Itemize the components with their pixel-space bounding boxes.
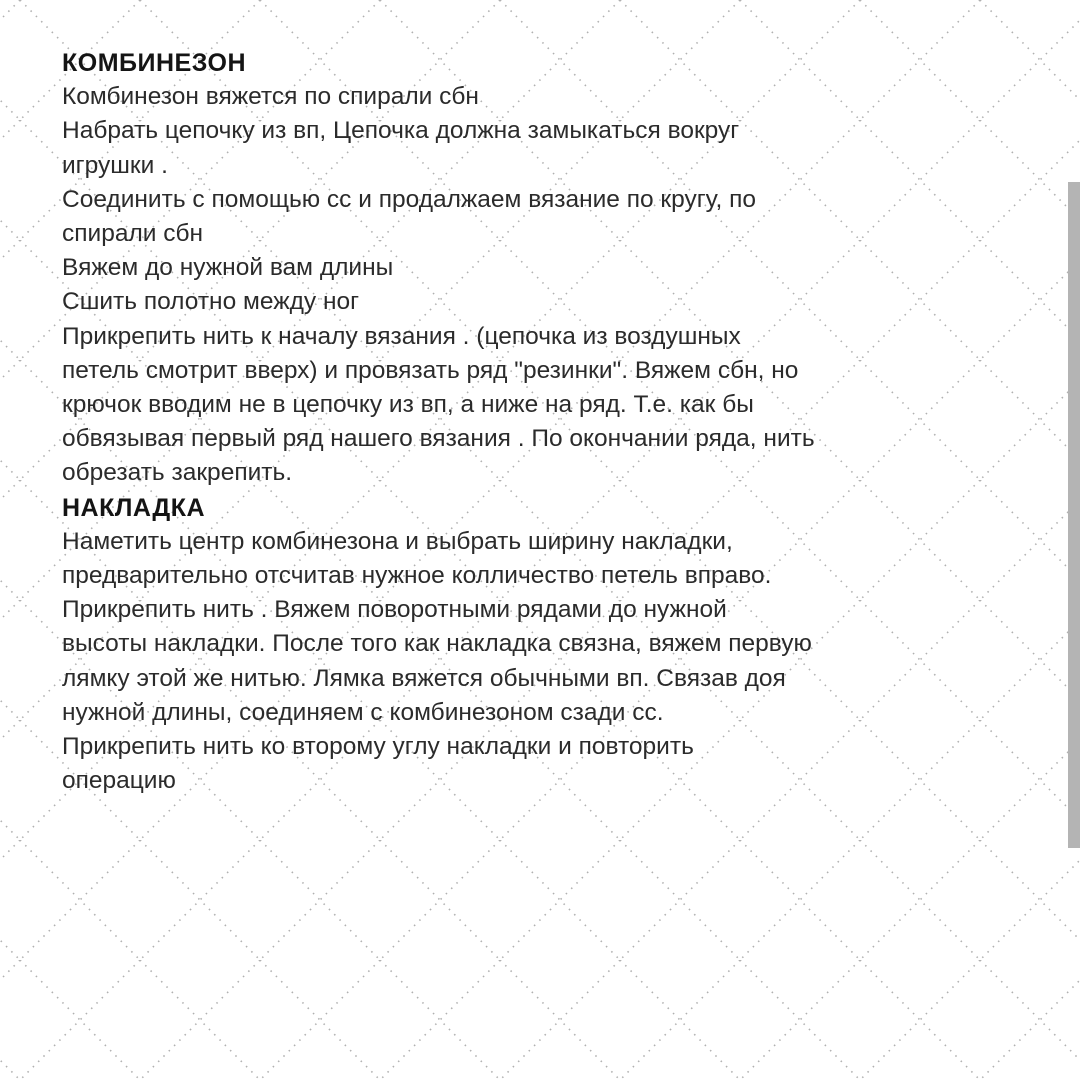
text-line: игрушки . (62, 151, 168, 179)
text-line: Прикрепить нить . Вяжем поворотными рядами до нужной (62, 596, 727, 624)
text-line: нужной длины, соединяем с комбинезоном сзади сс. (62, 698, 664, 726)
text-line: Набрать цепочку из вп, Цепочка должна замыкаться вокруг (62, 117, 740, 145)
section-heading-overalls: КОМБИНЕЗОН (62, 49, 247, 77)
text-line: Сшить полотно между ног (62, 288, 360, 316)
document-body (62, 44, 1052, 798)
text-line: предварительно отсчитав нужное колличество петель вправо. (62, 562, 772, 590)
text-line: спирали сбн (62, 220, 204, 248)
text-line: Наметить центр комбинезона и выбрать ширину накладки, (62, 527, 733, 555)
text-line: операцию (62, 767, 176, 795)
text-line: высоты накладки. После того как накладка связна, вяжем первую (62, 630, 812, 658)
text-line: Соединить с помощью сс и продалжаем вязание по кругу, по (62, 185, 756, 213)
text-line: лямку этой же нитью. Лямка вяжется обычными вп. Связав доя (62, 664, 786, 692)
text-line: Прикрепить нить к началу вязания . (цепочка из воздушных (62, 322, 741, 350)
text-line: крючок вводим не в цепочку из вп, а ниже на ряд. Т.е. как бы (62, 391, 754, 419)
text-line: петель смотрит вверх) и провязать ряд "резинки". Вяжем сбн, но (62, 356, 799, 384)
text-line: обвязывая первый ряд нашего вязания . По окончании ряда, нить (62, 425, 815, 453)
text-line: Прикрепить нить ко второму углу накладки и повторить (62, 733, 694, 761)
scrollbar[interactable] (1068, 182, 1080, 848)
section-body-bib (62, 525, 1052, 799)
section-heading-bib: НАКЛАДКА (62, 493, 206, 522)
text-line: обрезать закрепить. (62, 459, 293, 487)
section-body-overalls (62, 80, 1052, 490)
text-line: Вяжем до нужной вам длины (62, 254, 394, 282)
text-line: Комбинезон вяжется по спирали сбн (62, 83, 479, 111)
